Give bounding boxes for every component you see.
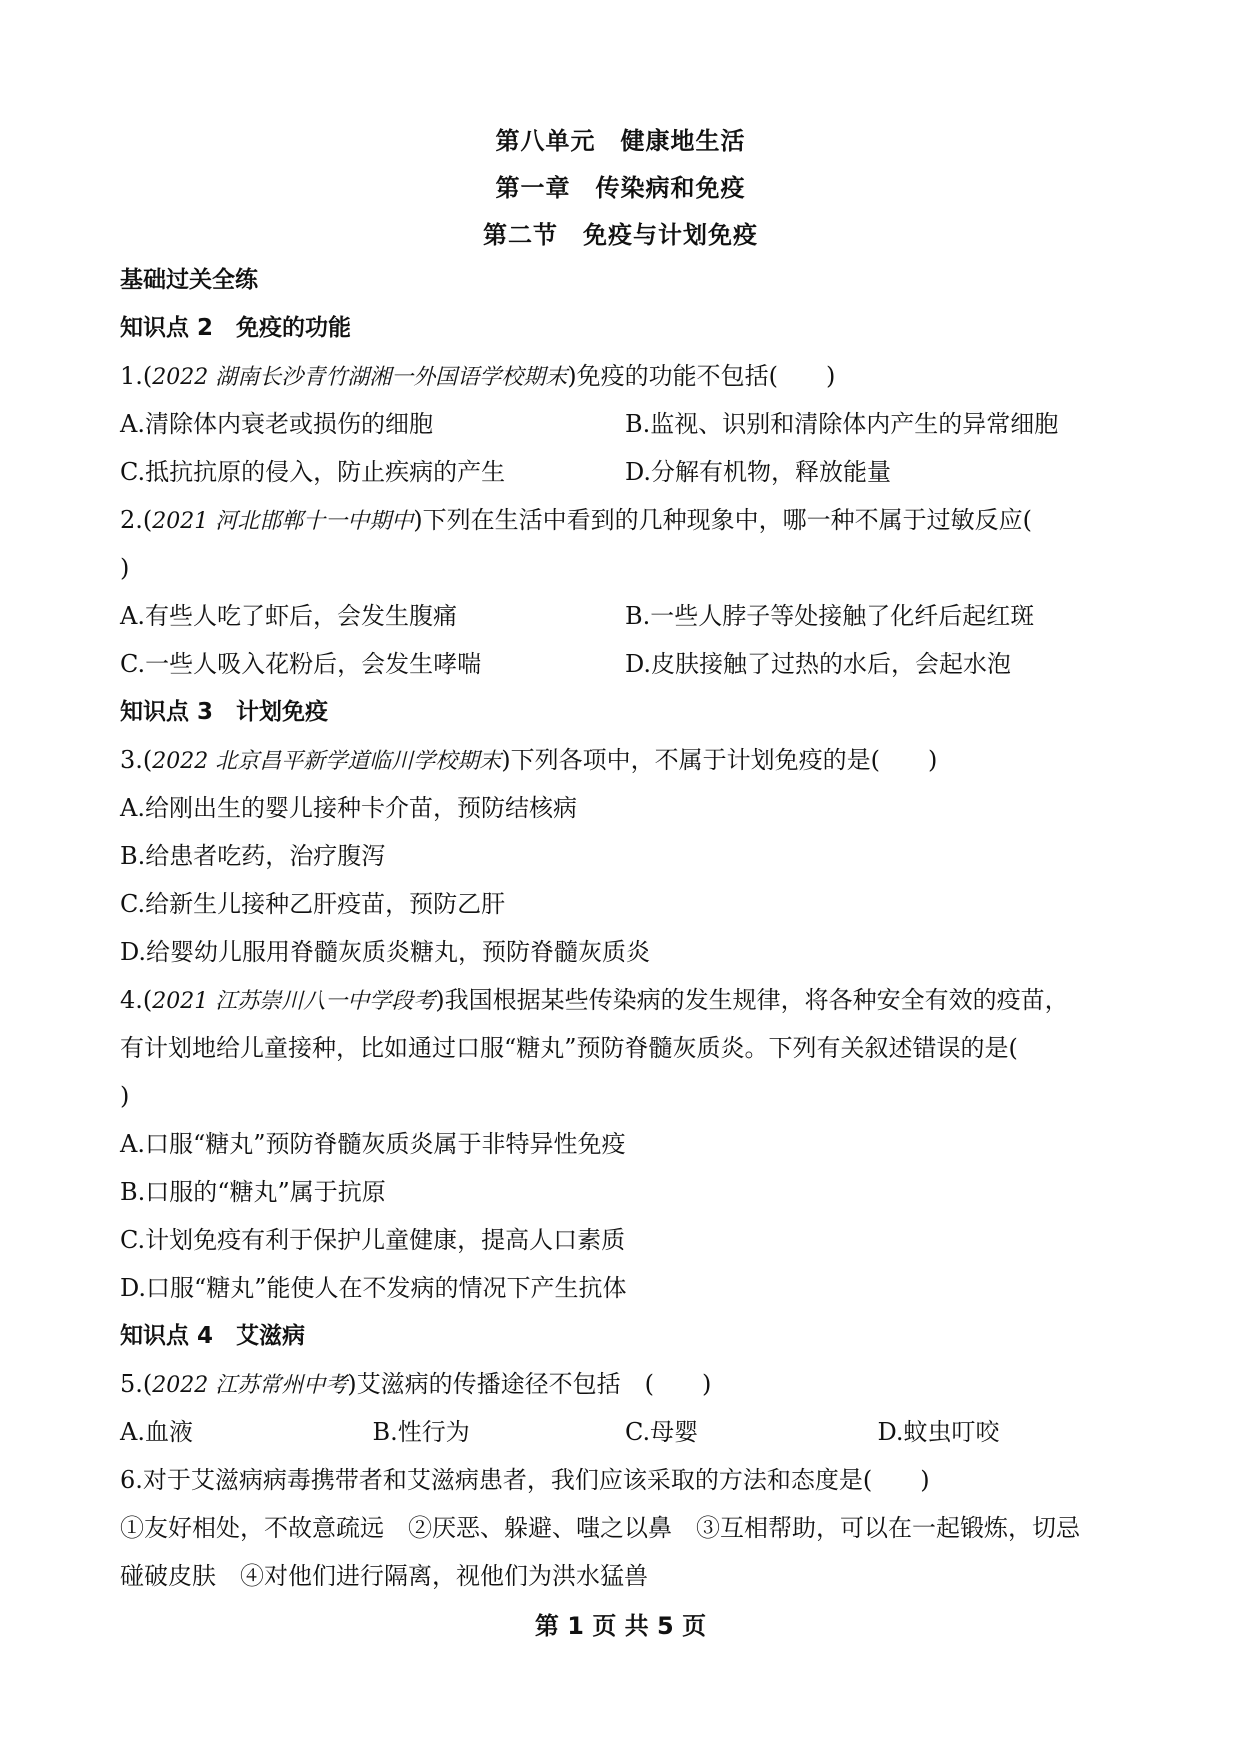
question-1-options-row-1 (120, 400, 1130, 448)
question-5-source: 2022 江苏常州中考 (152, 1373, 348, 1398)
question-6-stem: 6.对于艾滋病病毒携带者和艾滋病患者，我们应该采取的方法和态度是( ) (120, 1466, 930, 1494)
section-title: 第二节 免疫与计划免疫 (483, 221, 758, 249)
question-1-source: 2022 湖南长沙青竹湖湘一外国语学校期末 (152, 365, 568, 390)
question-4-option-d: D.口服“糖丸”能使人在不发病的情况下产生抗体 (120, 1274, 627, 1302)
question-2-options-row-2 (120, 640, 1130, 688)
page-number: 第 1 页 共 5 页 (534, 1612, 707, 1640)
knowledge-point-3: 知识点 3 计划免疫 (120, 699, 329, 725)
question-4-option-b: B.口服的“糖丸”属于抗原 (120, 1178, 386, 1206)
question-6-statements-2: 碰破皮肤 ④对他们进行隔离，视他们为洪水猛兽 (120, 1562, 648, 1590)
question-5-option-a: A.血液 (120, 1418, 193, 1446)
question-3-stem: 3.(2022 北京昌平新学道临川学校期末)下列各项中，不属于计划免疫的是( ) (120, 746, 938, 774)
knowledge-point-2: 知识点 2 免疫的功能 (120, 315, 352, 341)
question-3-option-c: C.给新生儿接种乙肝疫苗，预防乙肝 (120, 890, 506, 918)
chapter-title: 第一章 传染病和免疫 (495, 174, 746, 202)
question-4-stem-2: 有计划地给儿童接种，比如通过口服“糖丸”预防脊髓灰质炎。下列有关叙述错误的是( (120, 1034, 1018, 1062)
question-4-stem: 4.(2021 江苏崇川八一中学段考)我国根据某些传染病的发生规律，将各种安全有效的疫苗， (120, 986, 1069, 1014)
question-3-option-d: D.给婴幼儿服用脊髓灰质炎糖丸，预防脊髓灰质炎 (120, 938, 651, 966)
question-6-statements-1: ①友好相处，不故意疏远 ②厌恶、躲避、嗤之以鼻 ③互相帮助，可以在一起锻炼，切忌 (120, 1514, 1080, 1542)
question-1-options-row-2 (120, 448, 1130, 496)
question-1-option-c: C.抵抗抗原的侵入，防止疾病的产生 (120, 458, 506, 486)
question-2-options-row-1 (120, 592, 1130, 640)
question-3-option-b: B.给患者吃药，治疗腹泻 (120, 842, 386, 870)
question-2-stem-end: ) (120, 554, 130, 582)
question-1-stem: 1.(2022 湖南长沙青竹湖湘一外国语学校期末)免疫的功能不包括( ) (120, 362, 836, 390)
question-1-option-b: B.监视、识别和清除体内产生的异常细胞 (625, 410, 1059, 438)
question-4-option-a: A.口服“糖丸”预防脊髓灰质炎属于非特异性免疫 (120, 1130, 626, 1158)
question-5-option-c: C.母婴 (625, 1418, 699, 1446)
question-2-source: 2021 河北邯郸十一中期中 (152, 509, 414, 534)
question-2-option-c: C.一些人吸入花粉后，会发生哮喘 (120, 650, 482, 678)
question-2-option-b: B.一些人脖子等处接触了化纤后起红斑 (625, 602, 1035, 630)
question-4-option-c: C.计划免疫有利于保护儿童健康，提高人口素质 (120, 1226, 626, 1254)
unit-title: 第八单元 健康地生活 (495, 127, 746, 155)
question-5-options (120, 1408, 1130, 1456)
question-3-option-a: A.给刚出生的婴儿接种卡介苗，预防结核病 (120, 794, 577, 822)
question-5-option-b: B.性行为 (372, 1418, 470, 1446)
question-1-option-a: A.清除体内衰老或损伤的细胞 (120, 410, 433, 438)
knowledge-point-4: 知识点 4 艾滋病 (120, 1323, 306, 1349)
question-1-option-d: D.分解有机物，释放能量 (625, 458, 892, 486)
question-4-stem-end: ) (120, 1082, 130, 1110)
title-block (0, 118, 1241, 259)
question-4-source: 2021 江苏崇川八一中学段考 (152, 989, 436, 1014)
part-title: 基础过关全练 (120, 267, 258, 293)
question-5-stem: 5.(2022 江苏常州中考)艾滋病的传播途径不包括 ( ) (120, 1370, 712, 1398)
question-2-option-d: D.皮肤接触了过热的水后，会起水泡 (625, 650, 1012, 678)
question-5-option-d: D.蚊虫叮咬 (877, 1418, 1000, 1446)
question-3-source: 2022 北京昌平新学道临川学校期末 (152, 749, 502, 774)
question-2-stem: 2.(2021 河北邯郸十一中期中)下列在生活中看到的几种现象中，哪一种不属于过敏反应( (120, 506, 1032, 534)
content (120, 256, 1130, 1600)
question-2-option-a: A.有些人吃了虾后，会发生腹痛 (120, 602, 457, 630)
